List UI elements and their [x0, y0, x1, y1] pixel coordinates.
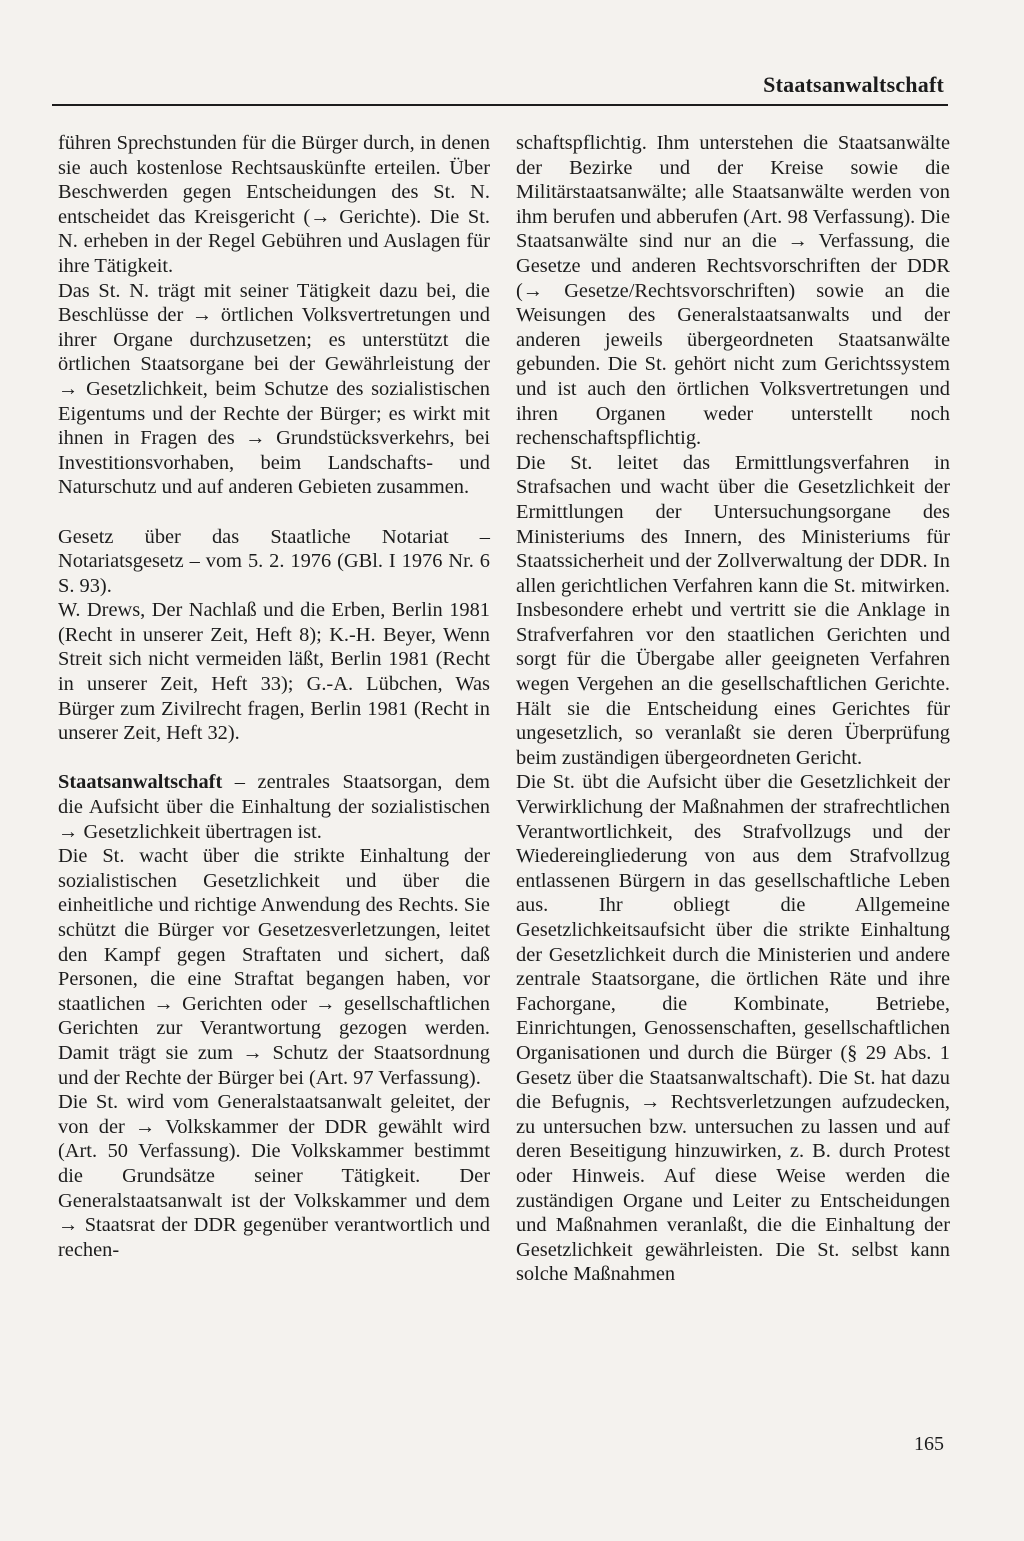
reference: W. Drews, Der Nachlaß und die Erben, Berlin 1981 (Recht in unserer Zeit, Heft 8); K.-H. Beyer, Wenn Streit sich nicht vermeiden läßt, Berlin 1981 (Recht in unserer Zeit, Heft 33); G.-A. Lübchen, Was Bürger zum Zivilrecht fragen, Berlin 1981 (Recht in unserer Zeit, Heft 32). — [58, 599, 490, 745]
spacer — [58, 500, 490, 525]
running-head: Staatsanwaltschaft — [763, 72, 944, 97]
entry-paragraph — [58, 770, 490, 844]
paragraph: Die St. leitet das Ermittlungsverfahren in Strafsachen und wacht über die Gesetzlichkeit der Ermittlungen der Untersuchungsorgane des Ministeriums des Innern, des Ministeriums für Staatssicherheit und der Zollverwaltung der DDR. In allen gerichtlichen Verfahren kann die St. mitwirken. Insbesondere erhebt und vertritt sie die Anklage in Strafverfahren vor den staatlichen Gerichten und sorgt für die Übergabe aller geeigneten Verfahren wegen Vergehen an die gesellschaftlichen Gerichte. Hält sie die Entscheidung eines Gerichtes für ungesetzlich, so veranlaßt sie deren Überprüfung beim zuständigen übergeordneten Gericht. — [516, 451, 950, 769]
paragraph: Die St. wacht über die strikte Einhaltung der sozialistischen Gesetzlichkeit und über die einheitliche und richtige Anwendung des Rechts. Sie schützt die Bürger vor Gesetzesverletzungen, leitet den Kampf gegen Straftaten und sichert, daß Personen, die eine Straftat begangen haben, vor staatlichen → Gerichten oder → gesellschaftlichen Gerichten zur Verantwortung gezogen werden. Damit trägt sie zum → Schutz der Staatsordnung und der Rechte der Bürger bei (Art. 97 Verfassung). — [58, 845, 490, 1089]
paragraph: schaftspflichtig. Ihm unterstehen die Staatsanwälte der Bezirke und der Kreise sowie die Militärstaatsanwälte; alle Staatsanwälte werden von ihm berufen und abberufen (Art. 98 Verfassung). Die Staatsanwälte sind nur an die → Verfassung, die Gesetze und anderen Rechtsvorschriften der DDR (→ Gesetze/Rechtsvorschriften) sowie an die Weisungen des Generalstaatsanwalts und der anderen jeweils übergeordneten Staatsanwälte gebunden. Die St. gehört nicht zum Gerichtssystem und ist auch den örtlichen Volksvertretungen und ihren Organen weder unterstellt noch rechenschaftspflichtig. — [516, 132, 950, 450]
paragraph: Das St. N. trägt mit seiner Tätigkeit dazu bei, die Beschlüsse der → örtlichen Volksvertretungen und ihrer Organe durchzusetzen; es unterstützt die örtlichen Staatsorgane bei der Gewährleistung der → Gesetzlichkeit, beim Schutze des sozialistischen Eigentums und der Rechte der Bürger; es wirkt mit ihnen in Fragen des → Grundstücksverkehrs, bei Investitionsvorhaben, beim Landschafts- und Naturschutz und auf anderen Gebieten zusammen. — [58, 279, 490, 499]
page-number: 165 — [914, 1433, 944, 1455]
paragraph: führen Sprechstunden für die Bürger durch, in denen sie auch kostenlose Rechtsauskünfte erteilen. Über Beschwerden gegen Entscheidungen des St. N. entscheidet das Kreisgericht (→ Gerichte). Die St. N. erheben in der Regel Gebühren und Auslagen für ihre Tätigkeit. — [58, 132, 490, 277]
entry-definition: – zentrales Staatsorgan, dem die Aufsicht über die Einhaltung der sozialistischen → Gesetzlichkeit übertragen ist. — [58, 771, 490, 843]
entry-term: Staatsanwaltschaft — [58, 771, 223, 794]
left-column — [58, 131, 490, 1262]
spacer — [58, 746, 490, 771]
paragraph: Die St. wird vom Generalstaatsanwalt geleitet, der von der → Volkskammer der DDR gewählt wird (Art. 50 Verfassung). Die Volkskammer bestimmt die Grundsätze seiner Tätigkeit. Der Generalstaatsanwalt ist der Volkskammer und dem → Staatsrat der DDR gegenüber verantwortlich und rechen- — [58, 1091, 490, 1261]
header-rule — [52, 104, 948, 106]
paragraph: Die St. übt die Aufsicht über die Gesetzlichkeit der Verwirklichung der Maßnahmen der strafrechtlichen Verantwortlichkeit, des Strafvollzugs und der Wiedereingliederung von aus dem Strafvollzug entlassenen Bürgern in das gesellschaftliche Leben aus. Ihr obliegt die Allgemeine Gesetzlichkeitsaufsicht über die strikte Einhaltung der Gesetzlichkeit durch die Ministerien und andere zentrale Staatsorgane, die örtlichen Räte und ihre Fachorgane, die Kombinate, Betriebe, Einrichtungen, Genossenschaften, gesellschaftlichen Organisationen und durch die Bürger (§ 29 Abs. 1 Gesetz über die Staatsanwaltschaft). Die St. hat dazu die Befugnis, → Rechtsverletzungen aufzudecken, zu untersuchen bzw. untersuchen zu lassen und auf deren Beseitigung hinzuwirken, z. B. durch Protest oder Hinweis. Auf diese Weise werden die zuständigen Organe und Leiter zu Entscheidungen und Maßnahmen veranlaßt, die die Einhaltung der Gesetzlichkeit gewährleisten. Die St. selbst kann solche Maßnahmen — [516, 771, 950, 1286]
reference: Gesetz über das Staatliche Notariat – Notariatsgesetz – vom 5. 2. 1976 (GBl. I 1976 Nr. 6 S. 93). — [58, 525, 490, 597]
right-column — [516, 131, 950, 1287]
